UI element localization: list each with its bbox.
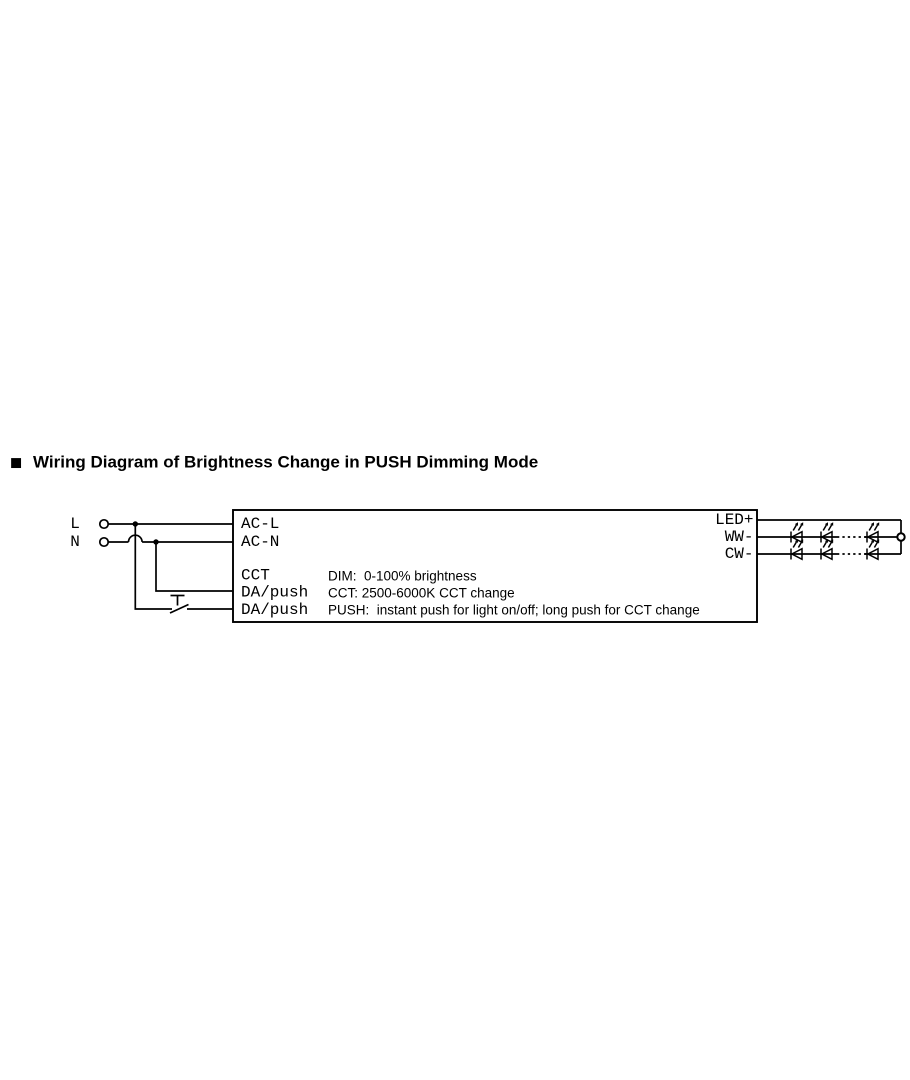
- led-icon: [791, 539, 803, 559]
- push-switch-icon: [170, 596, 189, 614]
- title-bullet-icon: ■: [10, 455, 23, 471]
- neutral-terminal-circle: [100, 538, 108, 546]
- output-terminal-node: [897, 533, 904, 540]
- port-label-cct: CCT: [241, 566, 270, 585]
- led-icon: [867, 539, 879, 559]
- note-cct: CCT: 2500-6000K CCT change: [328, 585, 515, 601]
- port-label-cw-minus: CW-: [724, 545, 754, 563]
- led-icon: [791, 522, 803, 542]
- port-label-da-push-2: DA/push: [241, 601, 309, 619]
- line-terminal-circle: [100, 520, 108, 528]
- led-icon: [867, 522, 879, 542]
- note-dim: DIM: 0-100% brightness: [328, 568, 477, 584]
- port-label-ww-minus: WW-: [724, 528, 754, 546]
- neutral-branch-wire: [156, 542, 233, 591]
- led-icon: [821, 539, 833, 559]
- section-title: Wiring Diagram of Brightness Change in PUSH Dimming Mode: [33, 452, 539, 472]
- neutral-terminal-label: N: [70, 533, 80, 551]
- line-terminal-label: L: [70, 515, 80, 533]
- port-label-ac-l: AC-L: [241, 515, 280, 533]
- note-push: PUSH: instant push for light on/off; long push for CCT change: [328, 602, 700, 618]
- switch-contact: [170, 605, 189, 614]
- port-label-da-push-1: DA/push: [241, 583, 309, 602]
- port-label-led-plus: LED+: [715, 511, 754, 529]
- port-label-ac-n: AC-N: [241, 533, 280, 551]
- led-icon: [821, 522, 833, 542]
